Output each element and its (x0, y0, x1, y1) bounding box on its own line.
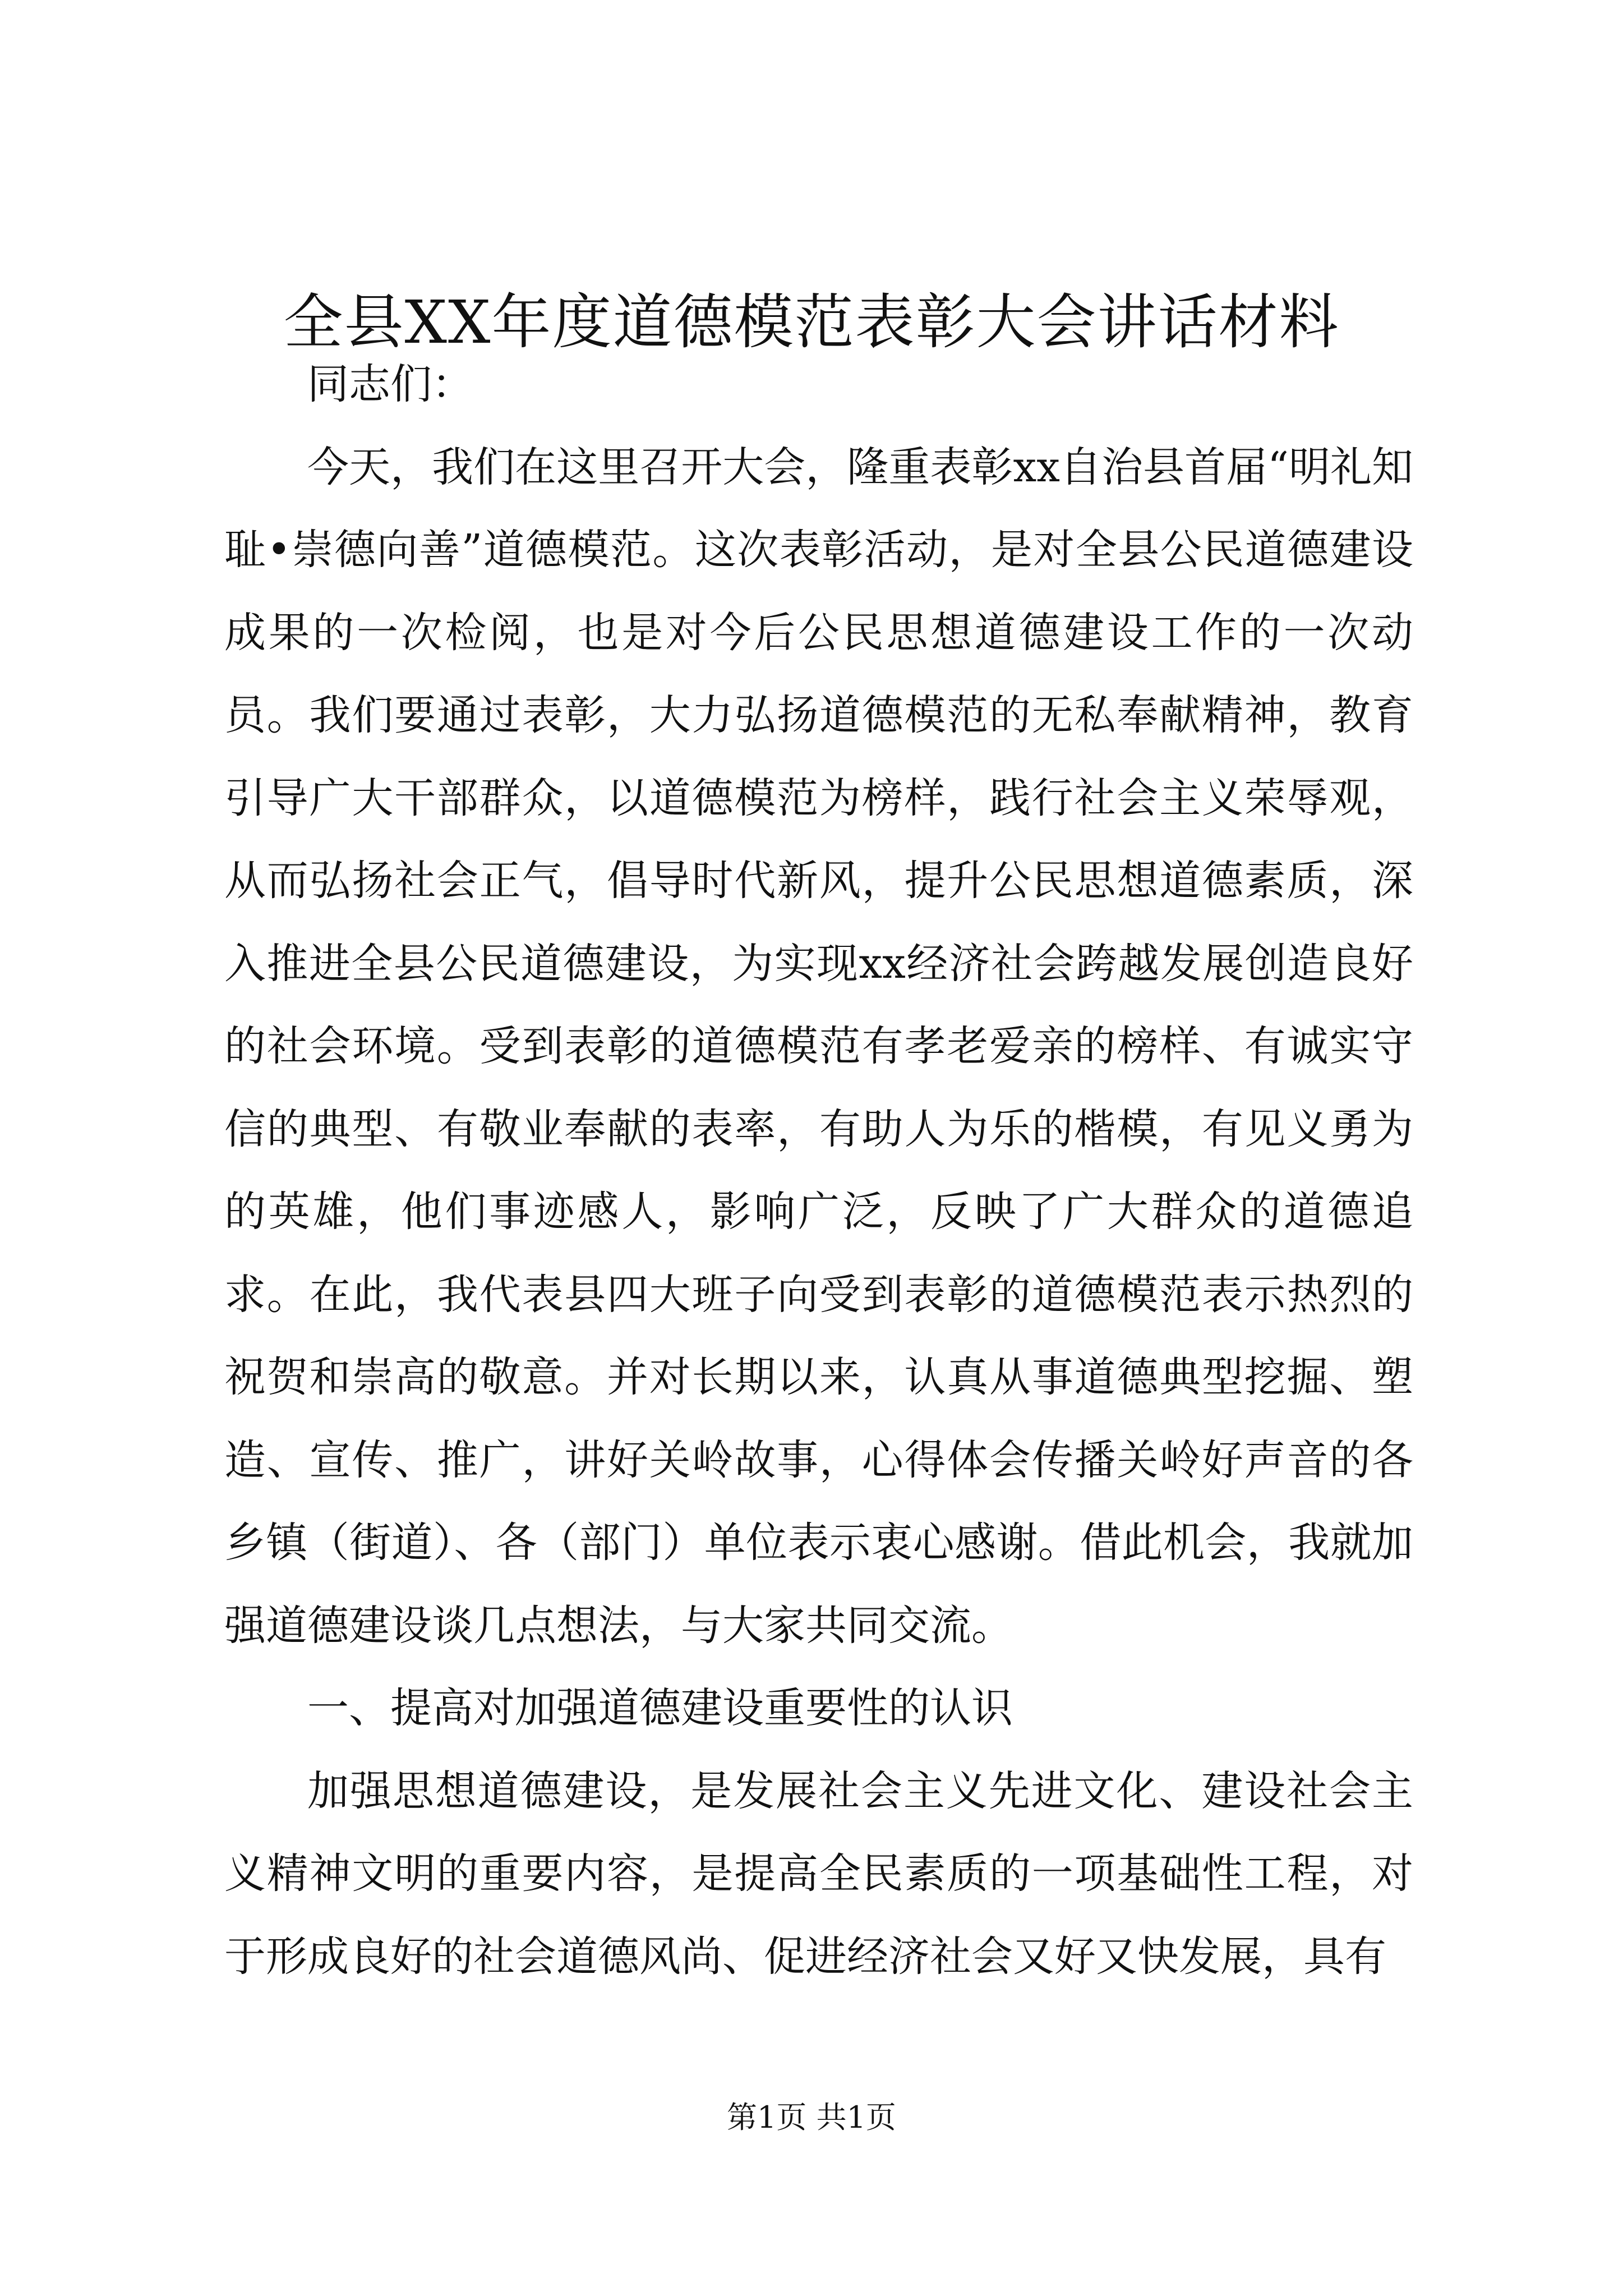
intro-paragraph: 今天，我们在这里召开大会，隆重表彰xx自治县首届“明礼知耻•崇德向善”道德模范。这次表彰活动，是对全县公民道德建设成果的一次检阅，也是对今后公民思想道德建设工作的一次动员。我们要通过表彰，大力弘扬道德模范的无私奉献精神，教育引导广大干部群众，以道德模范为榜样，践行社会主义荣辱观，从而弘扬社会正气，倡导时代新风，提升公民思想道德素质，深入推进全县公民道德建设，为实现xx经济社会跨越发展创造良好的社会环境。受到表彰的道德模范有孝老爱亲的榜样、有诚实守信的典型、有敬业奉献的表率，有助人为乐的楷模，有见义勇为的英雄，他们事迹感人，影响广泛，反映了广大群众的道德追求。在此，我代表县四大班子向受到表彰的道德模范表示热烈的祝贺和崇高的敬意。并对长期以来，认真从事道德典型挖掘、塑造、宣传、推广，讲好关岭故事，心得体会传播关岭好声音的各乡镇（街道）、各（部门）单位表示衷心感谢。借此机会，我就加强道德建设谈几点想法，与大家共同交流。 (224, 443, 1413, 1650)
document-body (224, 343, 1413, 1998)
section-heading: 一、提高对加强道德建设重要性的认识 (307, 1684, 1013, 1732)
page-number-footer: 第1页 共1页 (727, 2100, 896, 2135)
salutation-paragraph: 同志们： (307, 360, 473, 408)
document-title: 全县XX年度道德模范表彰大会讲话材料 (283, 288, 1340, 357)
section-paragraph: 加强思想道德建设，是发展社会主义先进文化、建设社会主义精神文明的重要内容，是提高全民素质的一项基础性工程，对于形成良好的社会道德风尚、促进经济社会又好又快发展，具有 (224, 1766, 1413, 1981)
